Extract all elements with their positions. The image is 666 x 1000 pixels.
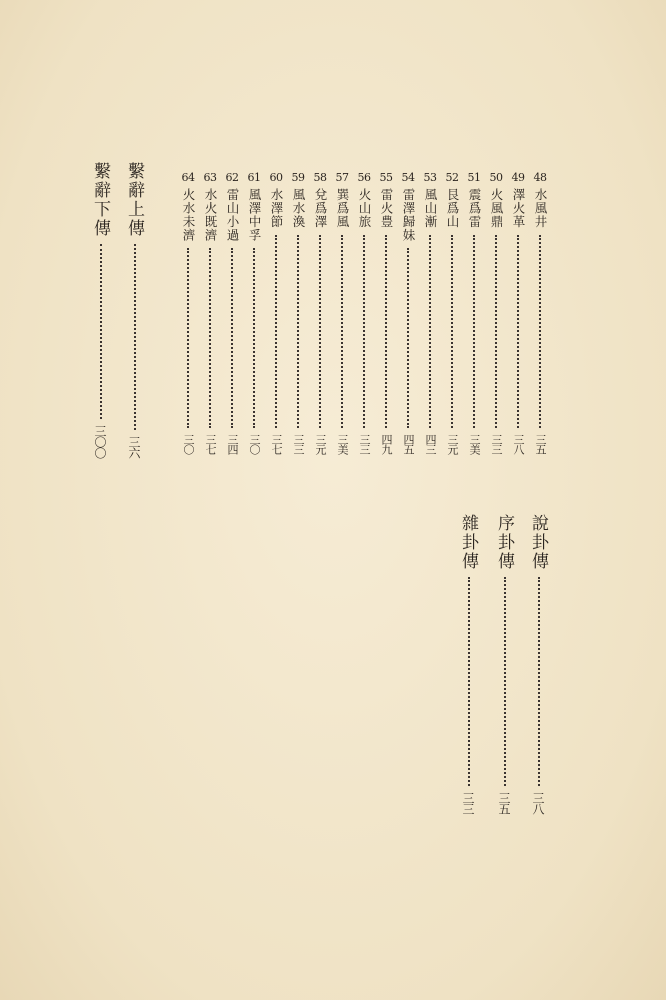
entry-number: 54 [401, 171, 415, 184]
entry-number: 51 [467, 171, 481, 184]
entry-page: 三五 [497, 792, 511, 814]
entry-title: 雜卦傳 [458, 514, 478, 571]
dot-leader [495, 235, 497, 429]
entry-number: 55 [379, 171, 393, 184]
entry-title: 水火既濟 [203, 188, 218, 242]
entry-title: 水澤節 [269, 188, 284, 229]
entry-page: 三六 [127, 436, 141, 458]
dot-leader [253, 248, 255, 428]
entry-title: 風澤中孚 [247, 188, 262, 242]
toc-entry-56[interactable] [354, 172, 374, 454]
entry-page: 三〇〇 [93, 425, 107, 458]
entry-page: 三美 [468, 434, 481, 454]
entry-page: 三七 [204, 434, 217, 454]
entry-number: 52 [445, 171, 459, 184]
entry-number: 60 [269, 171, 283, 184]
entry-page: 三七 [270, 434, 283, 454]
toc-entry-shuogua[interactable] [526, 514, 551, 814]
toc-entry-62[interactable] [222, 172, 242, 454]
entry-number: 61 [247, 171, 261, 184]
toc-entry-xici-lower[interactable] [88, 162, 113, 458]
dot-leader [504, 577, 506, 786]
entry-page: 四五 [402, 434, 415, 454]
toc-entry-53[interactable] [420, 172, 440, 454]
entry-page: 三三 [490, 434, 503, 454]
dot-leader [429, 235, 431, 429]
entry-page: 四三 [424, 434, 437, 454]
entry-title: 水風井 [533, 188, 548, 229]
entry-number: 58 [313, 171, 327, 184]
toc-entry-xugua[interactable] [492, 514, 517, 814]
entry-page: 三三 [358, 434, 371, 454]
entry-title: 風水渙 [291, 188, 306, 229]
entry-number: 57 [335, 171, 349, 184]
toc-entry-63[interactable] [200, 172, 220, 454]
dot-leader [363, 235, 365, 429]
toc-entry-61[interactable] [244, 172, 264, 454]
entry-title: 雷火豊 [379, 188, 394, 229]
entry-title: 繫辭上傳 [124, 162, 144, 238]
entry-title: 雷澤歸妹 [401, 188, 416, 242]
toc-entry-64[interactable] [178, 172, 198, 454]
dot-leader [468, 577, 470, 786]
dot-leader [539, 235, 541, 429]
entry-page: 三八 [531, 792, 545, 814]
entry-title: 說卦傳 [528, 514, 548, 571]
dot-leader [517, 235, 519, 429]
entry-page: 三〇 [248, 434, 261, 454]
dot-leader [385, 235, 387, 429]
toc-entry-50[interactable] [486, 172, 506, 454]
toc-entry-57[interactable] [332, 172, 352, 454]
entry-title: 序卦傳 [494, 514, 514, 571]
toc-entry-49[interactable] [508, 172, 528, 454]
toc-entry-xici-upper[interactable] [122, 162, 147, 458]
toc-entry-51[interactable] [464, 172, 484, 454]
entry-title: 火水未濟 [181, 188, 196, 242]
dot-leader [209, 248, 211, 428]
toc-entry-58[interactable] [310, 172, 330, 454]
toc-entry-59[interactable] [288, 172, 308, 454]
entry-title: 風山漸 [423, 188, 438, 229]
toc-entry-55[interactable] [376, 172, 396, 454]
dot-leader [231, 248, 233, 428]
entry-title: 澤火革 [511, 188, 526, 229]
entry-number: 53 [423, 171, 437, 184]
dot-leader [319, 235, 321, 429]
dot-leader [538, 577, 540, 786]
toc-entry-52[interactable] [442, 172, 462, 454]
dot-leader [297, 235, 299, 429]
entry-title: 火風鼎 [489, 188, 504, 229]
dot-leader [134, 244, 136, 430]
toc-entry-54[interactable] [398, 172, 418, 454]
entry-page: 三四 [226, 434, 239, 454]
dot-leader [187, 248, 189, 428]
entry-title: 雷山小過 [225, 188, 240, 242]
entry-title: 火山旅 [357, 188, 372, 229]
dot-leader [473, 235, 475, 429]
entry-title: 巽爲風 [335, 188, 350, 229]
toc-entry-48[interactable] [530, 172, 550, 454]
entry-number: 50 [489, 171, 503, 184]
dot-leader [451, 235, 453, 429]
toc-entry-60[interactable] [266, 172, 286, 454]
entry-title: 震爲雷 [467, 188, 482, 229]
dot-leader [407, 248, 409, 428]
entry-page: 三三 [461, 792, 475, 814]
entry-title: 繫辭下傳 [90, 162, 110, 238]
dot-leader [341, 235, 343, 429]
entry-number: 48 [533, 171, 547, 184]
toc-entry-zagua[interactable] [456, 514, 481, 814]
entry-number: 49 [511, 171, 525, 184]
entry-title: 兌爲澤 [313, 188, 328, 229]
entry-page: 三〇 [182, 434, 195, 454]
entry-number: 64 [181, 171, 195, 184]
entry-page: 三元 [446, 434, 459, 454]
entry-page: 三美 [336, 434, 349, 454]
entry-page: 三元 [314, 434, 327, 454]
entry-number: 59 [291, 171, 305, 184]
entry-number: 62 [225, 171, 239, 184]
dot-leader [100, 244, 102, 419]
dot-leader [275, 235, 277, 429]
entry-number: 63 [203, 171, 217, 184]
entry-title: 艮爲山 [445, 188, 460, 229]
entry-page: 四九 [380, 434, 393, 454]
entry-page: 三八 [512, 434, 525, 454]
entry-number: 56 [357, 171, 371, 184]
entry-page: 三五 [534, 434, 547, 454]
entry-page: 三三 [292, 434, 305, 454]
